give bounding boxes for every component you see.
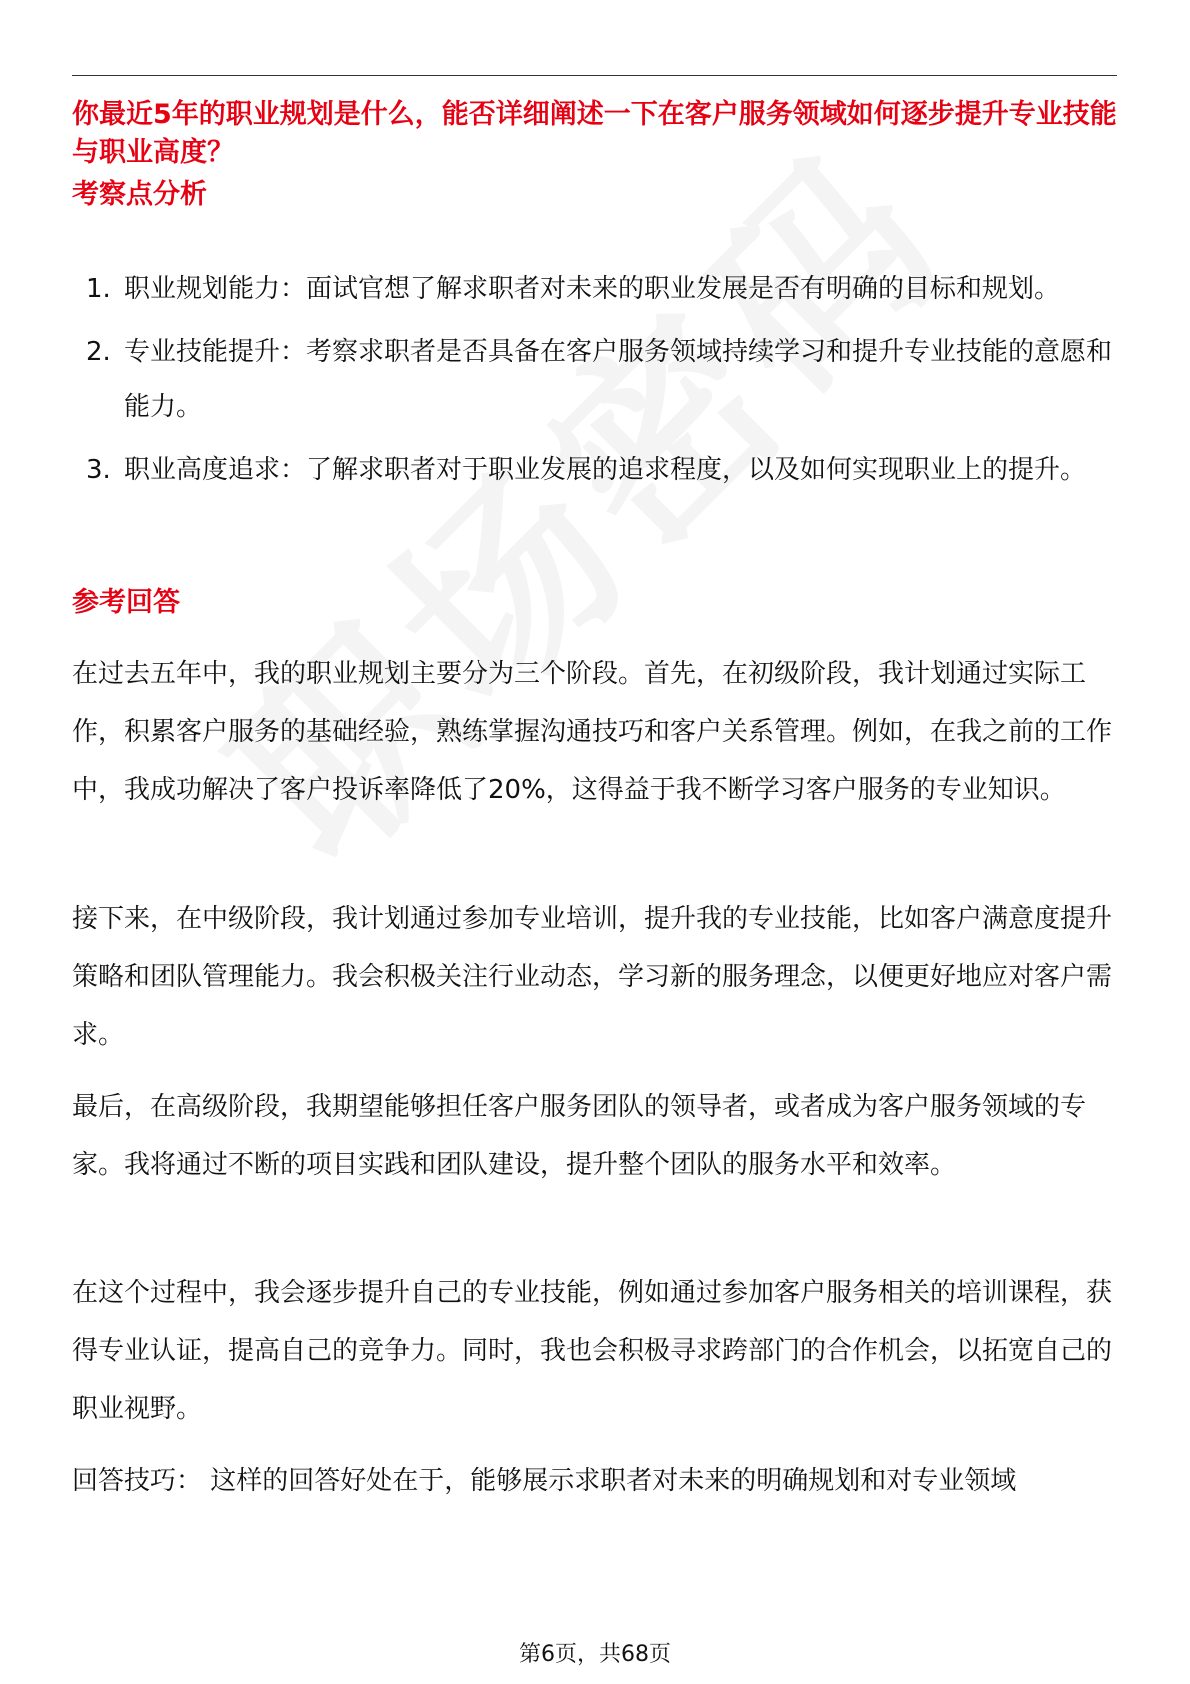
analysis-point (72, 262, 1117, 317)
answer-paragraph: 接下来，在中级阶段，我计划通过参加专业培训，提升我的专业技能，比如客户满意度提升策略和团队管理能力。我会积极关注行业动态，学习新的服务理念，以便更好地应对客户需求。 (72, 904, 1113, 1050)
point-text: 职业高度追求：了解求职者对于职业发展的追求程度，以及如何实现职业上的提升。 (124, 455, 1087, 485)
answer-paragraph: 最后，在高级阶段，我期望能够担任客户服务团队的领导者，或者成为客户服务领域的专家。我将通过不断的项目实践和团队建设，提升整个团队的服务水平和效率。 (72, 1092, 1087, 1180)
top-divider (72, 75, 1117, 76)
point-number: 2. (86, 337, 111, 367)
point-number: 1. (86, 274, 111, 304)
page-number-footer: 第6页，共68页 (519, 1642, 671, 1667)
question-title: 你最近5年的职业规划是什么，能否详细阐述一下在客户服务领域如何逐步提升专业技能与职业高度？ (72, 99, 1117, 168)
analysis-point (72, 325, 1117, 435)
point-number: 3. (86, 455, 111, 485)
analysis-point (72, 443, 1117, 498)
answer-tip-paragraph: 回答技巧： 这样的回答好处在于，能够展示求职者对未来的明确规划和对专业领域 (72, 1466, 1017, 1496)
point-text: 职业规划能力：面试官想了解求职者对未来的职业发展是否有明确的目标和规划。 (124, 274, 1061, 304)
analysis-heading: 考察点分析 (72, 179, 207, 210)
answer-paragraph: 在过去五年中，我的职业规划主要分为三个阶段。首先，在初级阶段，我计划通过实际工作，积累客户服务的基础经验，熟练掌握沟通技巧和客户关系管理。例如，在我之前的工作中，我成功解决了客户投诉率降低了20%，这得益于我不断学习客户服务的专业知识。 (72, 659, 1113, 805)
answer-paragraph: 在这个过程中，我会逐步提升自己的专业技能，例如通过参加客户服务相关的培训课程，获得专业认证，提高自己的竞争力。同时，我也会积极寻求跨部门的合作机会，以拓宽自己的职业视野。 (72, 1278, 1113, 1424)
point-text: 专业技能提升：考察求职者是否具备在客户服务领域持续学习和提升专业技能的意愿和能力。 (124, 337, 1113, 422)
answer-heading: 参考回答 (72, 587, 180, 618)
analysis-points-list (72, 262, 1117, 506)
